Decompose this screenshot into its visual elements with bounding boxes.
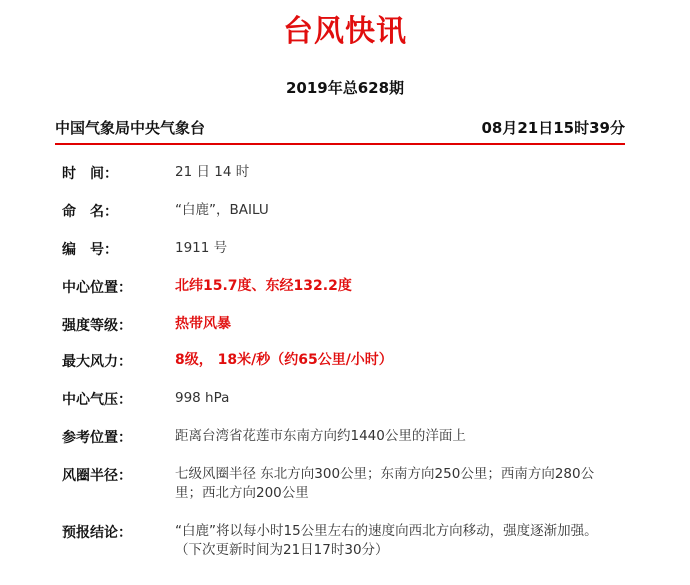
row-label: 预报结论： <box>62 525 132 541</box>
row-value: 热带风暴 <box>175 316 231 332</box>
header-divider <box>55 143 625 145</box>
row-label: 强度等级： <box>62 318 132 334</box>
row-label: 中心位置： <box>62 280 132 296</box>
forecast-text: “白鹿”将以每小时15公里左右的速度向西北方向移动，强度逐渐加强。 <box>175 523 598 539</box>
row-value: 998 hPa <box>175 390 230 406</box>
next-update-note: （下次更新时间为21日17时30分） <box>175 542 389 558</box>
row-value: 8级， 18米/秒（约65公里/小时） <box>175 352 393 368</box>
issue-number: 2019年总628期 <box>285 79 405 97</box>
row-value: 21 日 14 时 <box>175 164 250 180</box>
row-label: 风圈半径： <box>62 468 132 484</box>
row-value: 北纬15.7度、东经132.2度 <box>175 278 352 294</box>
row-label: 最大风力： <box>62 354 132 370</box>
page-title: 台风快讯 <box>283 14 407 49</box>
row-label: 时 间： <box>62 166 118 182</box>
agency-name: 中国气象局中央气象台 <box>55 119 206 137</box>
header-row <box>55 117 625 139</box>
row-value: 1911 号 <box>175 240 228 256</box>
row-label: 参考位置： <box>62 430 132 446</box>
row-label: 编 号： <box>62 242 118 258</box>
row-label: 命 名： <box>62 204 118 220</box>
row-value <box>175 522 619 560</box>
row-value: “白鹿”，BAILU <box>175 202 269 218</box>
row-label: 中心气压： <box>62 392 132 408</box>
row-value: 距离台湾省花莲市东南方向约1440公里的洋面上 <box>175 428 466 444</box>
row-value: 七级风圈半径 东北方向300公里；东南方向250公里；西南方向280公里；西北方向200公里 <box>175 466 595 501</box>
issued-time: 08月21日15时39分 <box>481 119 625 137</box>
